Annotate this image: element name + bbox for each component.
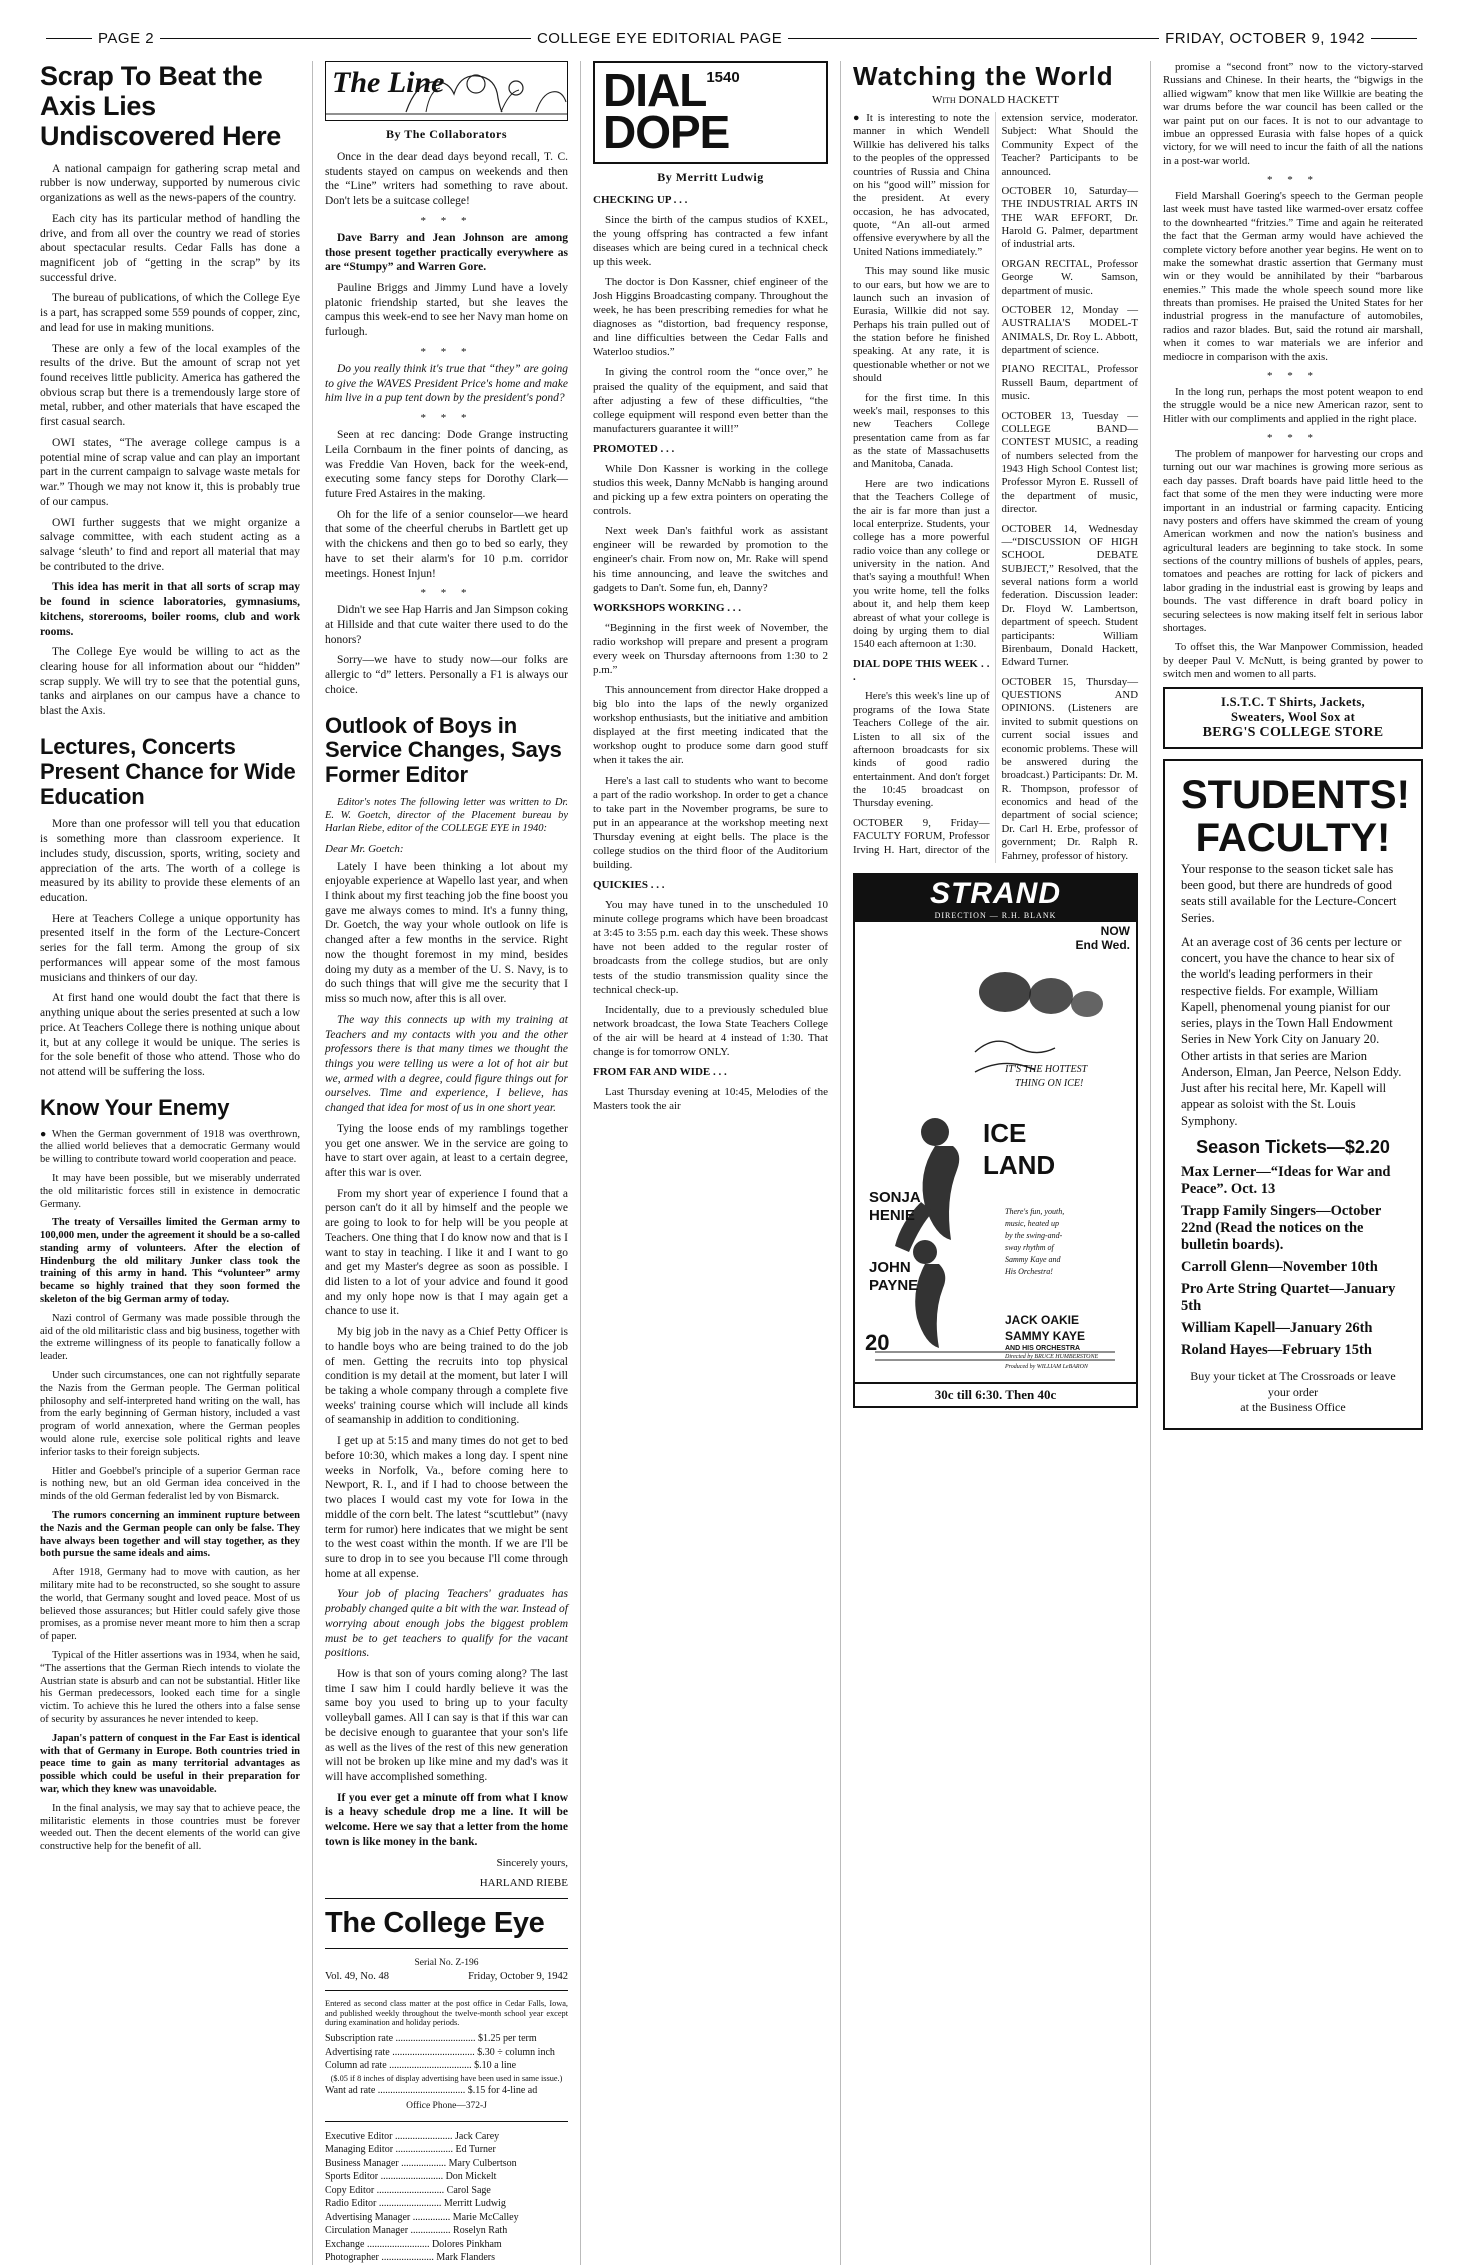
bergs-line-2: Sweaters, Wool Sox at (1230, 710, 1356, 725)
strand-prices: 30c till 6:30. Then 40c (855, 1382, 1136, 1406)
artist-entry: Trapp Family Singers—October 22nd (Read the notices on the bulletin boards). (1181, 1202, 1382, 1253)
para: The rumors concerning an imminent rupture between the Nazis and the German people can only be false. They have always been together and will stay together, as they both pursue the same ideals and aims. (40, 1510, 300, 1560)
para: The way this connects up with my training at Teachers and my contacts with you and the other professors there is that many times we thought the things you were telling us were a lot of hot air but we, armed with a degree, could figure things out for ourselves. Time and experience, I believe, has changed that idea for most of us in one short year. (325, 1013, 568, 1115)
para: In the final analysis, we may say that to achieve peace, the militaristic elements in those countries must be forever weeded out. Then the decent elements of the world can give constructive help for the benefit of all. (40, 1802, 300, 1853)
para: Each city has its particular method of handling the drive, and from all over the country we read of stories about spectacular results. Cedar Falls has done a magnificent job of “getting in the scrap” by its successful drive. (40, 212, 300, 284)
para: Sorry—we have to study now—our folks are allergic to “d” letters. Personally a F1 is always our choice. (325, 654, 568, 696)
office-phone: Office Phone—372-J (406, 2101, 487, 2112)
staff-row: Copy Editor ........................... Carol Sage (325, 2184, 491, 2196)
byline-collaborators: By The Collaborators (385, 127, 508, 141)
section-head: PROMOTED . . . (593, 442, 675, 455)
staff-name: Ed Turner (455, 2144, 496, 2156)
rate-row: Column ad rate ................................. $.10 a line (325, 2060, 517, 2072)
svg-text:20: 20 (865, 1329, 890, 1355)
staff-role: Sports Editor (325, 2171, 379, 2183)
artist-entry: Carroll Glenn—November 10th (1181, 1258, 1378, 1275)
para: The problem of manpower for harvesting our crops and turning out our war machines is growing more serious as each day passes. Draft boards have paid little heed to the fact that some of the men they were inducting were more important in an industrial or farming capacity. Enticing navy posters and offers have skimmed the cream of young American workmen and now the nation's business and agricultural leaders are beginning to take stock. In some sections of the country millions of bushels of apples, pears, tomatoes and peaches are rotting for lack of pickers and labor grading in the industrial east is growing by leaps and bounds. The vast difference in draft board policy in securing selectees is now making itself felt in serious labor shortages. (1163, 448, 1423, 634)
ad-closing-1: Buy your ticket at The Crossroads or leave your order (1190, 1368, 1396, 1399)
para: Typical of the Hitler assertions was in 1934, when he said, “The assertions that the German Riech intends to violate the Austrian state is absurb and can not be substantial. Hitler like his German predecessors, looked each time for a single victim. To achieve this he lured the others into a false sense of security by assurances he never intended to keep. (40, 1650, 300, 1725)
svg-text:IT'S THE HOTTEST: IT'S THE HOTTEST (1005, 1063, 1088, 1075)
letter-closing: Sincerely yours, (496, 1856, 568, 1869)
para: for the first time. In this week's mail, responses to this new Teachers College presentation came from as far as the state of Massachusetts and Manitoba, Canada. (853, 391, 990, 471)
staff-row: Photographer ..................... Mark Flanders (325, 2252, 495, 2264)
section-head: WORKSHOPS WORKING . . . (593, 601, 742, 614)
ad-body-1: Your response to the season ticket sale has been good, but there are hundreds of good seats still available for the Lecture-Concert Series. (1181, 861, 1397, 925)
para: Since the birth of the campus studios of KXEL, the young offspring has contracted a few infant diseases which are being cured in a technical check up this week. (593, 213, 828, 268)
divider (325, 2121, 568, 2122)
staff-row: Business Manager .................. Mary Culbertson (325, 2157, 517, 2169)
svg-text:by the swing-and-: by the swing-and- (1005, 1230, 1063, 1240)
svg-text:ICE: ICE (983, 1117, 1027, 1148)
star-divider: * * * (1267, 432, 1319, 444)
para: Here's this week's line up of programs of the Iowa State Teachers College of the air. Listen to all six of the afternoon broadcasts for six kinds of good radio entertainment. And don't forget the 10:45 broadcast on Thursday evening. (853, 690, 990, 810)
para: Next week Dan's faithful work as assistant engineer will be rewarded by promotion to the engineer's chair. From now on, Mr. Rake will spend his time announcing, and leave the switches and gadgets to Dan't. Some fun, eh, Danny? (593, 525, 828, 594)
svg-text:There's fun, youth,: There's fun, youth, (1005, 1206, 1065, 1216)
strand-theatre-name: STRAND (930, 876, 1061, 910)
letter-salutation: Dear Mr. Goetch: (325, 842, 404, 855)
svg-text:JACK OAKIE: JACK OAKIE (1005, 1312, 1080, 1327)
star-divider: * * * (420, 214, 473, 227)
schedule-item: OCTOBER 12, Monday — AUSTRALIA'S MODEL-T ANIMALS, Dr. Roy L. Abbott, department of science. (1001, 303, 1138, 356)
para: How is that son of yours coming along? The last time I saw him I could hardly believe it was the same boy you used to bring up to your faculty volleyball games. All I can say is that if this war can be decisive enough to guarantee that your son's life as well as the lives of the rest of this new generation will not be broken up like mine and my dad's was it will have accomplished something. (325, 1667, 568, 1783)
staff-row: Managing Editor ....................... Ed Turner (325, 2144, 496, 2156)
artist-entry: Roland Hayes—February 15th (1181, 1341, 1372, 1358)
para: Your job of placing Teachers' graduates has probably changed quite a bit with the war. Instead of worrying about enough jobs the biggest problem must be to get teachers to qualify for the vacant positions. (325, 1588, 568, 1660)
svg-text:LAND: LAND (983, 1149, 1056, 1180)
para: I get up at 5:15 and many times do not get to bed before 10:30, which makes a long day. I spent nine weeks in Norfolk, Va., before coming here to Newport, R. I., and if I had to choose between the two places I would cast my vote for Iowa in the middle of the corn belt. The latest “scuttlebut” (navy term for rumor) here indicates that we might be sent to the west coast within the month. If we are I'll be sure to drop in to see you because I'll come through home at all expense. (325, 1435, 568, 1580)
para: Oh for the life of a senior counselor—we heard that some of the cheerful cherubs in Bartlett get up with the chickens and then go to bed so early, they have to set their alarm's for 10 p.m. corridor meetings. Honest Injun! (325, 508, 568, 580)
watching-world-continued (1163, 61, 1423, 681)
staff-role: Executive Editor (325, 2130, 393, 2142)
svg-text:AND HIS ORCHESTRA: AND HIS ORCHESTRA (1005, 1344, 1081, 1352)
rate-value: $.15 for 4-line ad (467, 2084, 538, 2096)
strand-header (855, 875, 1136, 922)
para: Hitler and Goebbel's principle of a superior German race is nothing new, but an old German idea conceived in the minds of the old German federalist led by von Bismarck. (40, 1465, 300, 1503)
para: At first hand one would doubt the fact that there is anything unique about the series presented at such a low price. At Teachers College there is nothing unique about it, but at any college it would be unique. The series is for the sole benefit of those who attend. Those who do not attend will be suffering the loss. (40, 992, 300, 1078)
svg-text:THING ON ICE!: THING ON ICE! (1015, 1077, 1084, 1089)
para: Lately I have been thinking a lot about my enjoyable experience at Wapello last year, and when I think about my first teaching job the fine boost you gave me always comes to mind. It's a funny thing, Dr. Goetch, the way your whole outlook on life is changed after a few months in the service. Right now the thought foremost in my mind, besides doing my duty as a member of the U. S. Navy, is to do such things that will give me the security that I miss so much now, after this is all over. (325, 860, 568, 1006)
schedule-item: OCTOBER 9, Friday—FACULTY FORUM, Professor Irving H. Hart, director of the extension service, moderator. Subject: What Should the Community Expect of the Teacher? Participants to be announced. (853, 112, 1138, 856)
column-5 (1150, 61, 1423, 2265)
para: Tying the loose ends of my ramblings together you get one answer. We in the service are going to have to start over again, at least to a certain degree, after this war is over. (325, 1122, 568, 1179)
artist-entry: Max Lerner—“Ideas for War and Peace”. Oct. 13 (1181, 1163, 1391, 1197)
para: While Don Kassner is working in the college studios this week, Danny McNabb is hanging around and picking up a few extra pointers on operating the controls. (593, 462, 828, 518)
schedule-item: OCTOBER 13, Tuesday — COLLEGE BAND—CONTEST MUSIC, a reading of numbers selected from the 1943 High School Contest list; Professor Myron E. Russell of the department of music, director. (1001, 409, 1138, 516)
para: It may have been possible, but we miserably underrated the old militaristic forces still in existence in democratic Germany. (40, 1172, 300, 1210)
letter-signature: HARLAND RIEBE (479, 1876, 568, 1889)
para: Japan's pattern of conquest in the Far East is identical with that of Germany in Europe. Both countries tried in peace time to gain as many territorial advantages as possible which could be useful in their preparation for war, which they knew was unavoidable. (40, 1732, 300, 1795)
para: Here are two indications that the Teachers College of the air is far more than just a local enterprize. Students, your college has a more powerful radio voice than any college or university in the nation. And that's saying a mouthful! When you write home, tell the folks about it, and help them keep abreast of what your college is doing by urging them to dial 1540 each afternoon at 1:30. (853, 477, 990, 651)
bergs-store-ad[interactable] (1163, 687, 1423, 749)
svg-text:SAMMY KAYE: SAMMY KAYE (1005, 1328, 1086, 1343)
rate-row: Subscription rate ................................ $1.25 per term (325, 2033, 537, 2045)
para: The treaty of Versailles limited the German army to 100,000 men, under the agreement it should be a so-called standing army of volunteers. After the election of Hindenburg the old military Junker class took the training of this army in hand. This “volunteer” army became so highly trained that they soon formed the skeleton of the big German army of today. (40, 1217, 300, 1306)
star-divider: * * * (420, 412, 473, 425)
rate-label: Subscription rate (325, 2033, 394, 2045)
para: These are only a few of the local examples of the results of the drive. But the amount of scrap not yet found receives little publicity. America has gathered the obvious scrap but there is a tremendously large store of metal, rubber, and other materials that have escaped the first casual search. (40, 342, 300, 429)
staff-name: Dolores Pinkham (431, 2238, 502, 2250)
para: ● It is interesting to note the manner in which Wendell Willkie has delivered his talks to the peoples of the oppressed countries of Russia and China on his “good will” mission for the president. At every occasion, he has advocated, quote, “An all-out armed offensive everywhere by all the United Nations immediately.” (853, 112, 990, 258)
bergs-line-1: I.S.T.C. T Shirts, Jackets, (1221, 695, 1365, 710)
svg-text:Sammy Kaye and: Sammy Kaye and (1005, 1254, 1061, 1264)
staff-role: Managing Editor (325, 2144, 394, 2156)
para: Here's a last call to students who want to become a part of the radio workshop. In order to get a chance to take part in the November programs, be sure to put in an appearance at the workshop meeting next Thursday evening at eight bells. The place is the college studios on the third floor of the Auditorium building. (593, 774, 828, 871)
rate-row: Want ad rate ................................... $.15 for 4-line ad (325, 2084, 538, 2096)
staff-list (325, 2130, 568, 2265)
staff-row: Sports Editor ......................... Don Mickelt (325, 2171, 497, 2183)
staff-name: Jack Carey (454, 2130, 500, 2142)
the-line-logo: The Line (332, 66, 445, 99)
para: promise a “second front” now to the victory-starved Russians and Chinese. In their hearts, the “bigwigs in the allied wigwam” know that men like Willkie are beating the war drums before the war council has been called or the war paint put on our faces. It is not to our advantage to imbue an oppressed Eurasia with false hopes of a quick victory, for we will need to incur the faith of all the nations in a post-war world. (1163, 61, 1423, 167)
rate-note: ($.05 if 8 inches of display advertising have been used in same issue.) (330, 2073, 563, 2083)
artist-entry: Pro Arte String Quartet—January 5th (1181, 1280, 1396, 1314)
para: Here at Teachers College a unique opportunity has presented itself in the form of the Lecture-Concert series for the fall term. Among the group of six performances will appear some of the most famous musicians and thinkers of our day. (40, 912, 300, 984)
rate-value: $.10 a line (474, 2060, 517, 2072)
para: Seen at rec dancing: Dode Grange instructing Leila Cornbaum in the finer points of dancing, as was Freddie Van Hoven, back for the week-end, executing some fancy steps for Dorothy Clark—future Fred Astaires in the making. (325, 429, 568, 500)
headline-lectures: Lectures, Concerts Present Chance for Wide Education (40, 733, 296, 809)
para: After 1918, Germany had to move with caution, as her military mite had to be reconstructed, so she sought to assure the world, that Germany sought and loved peace. Most of us believed those assurances; but Hitler could safely give those promises, as a promise never meant more to him then a scrap of paper. (40, 1567, 300, 1643)
column-1 (40, 61, 312, 2265)
para: This announcement from director Hake dropped a big blo into the laps of the newly organized workshop enthusiasts, but the initiative and ambition displayed at the first meeting indicated that the workshop ought to produce some darn good stuff when it takes the air. (593, 684, 828, 767)
section-head: CHECKING UP . . . (593, 193, 688, 206)
staff-name: Roselyn Rath (453, 2225, 508, 2237)
svg-text:SONJA: SONJA (869, 1188, 921, 1206)
staff-row: Radio Editor ......................... Merritt Ludwig (325, 2198, 506, 2210)
para: OWI further suggests that we might organize a salvage committee, with each student acting as a salvage ‘sleuth’ to find and report all material that may be contributed to the drive. (40, 516, 300, 573)
strand-theatre-ad[interactable] (853, 873, 1138, 1408)
know-your-enemy-body (40, 1129, 300, 1854)
strand-artwork (855, 952, 1136, 1382)
staff-role: Copy Editor (325, 2184, 375, 2196)
column-3 (580, 61, 840, 2265)
section-head: FROM FAR AND WIDE . . . (593, 1066, 727, 1078)
staff-name: Marie McCalley (452, 2211, 519, 2223)
watching-world-byline: With DONALD HACKETT (932, 94, 1059, 106)
staff-role: Business Manager (325, 2157, 399, 2169)
watching-world-columns (853, 112, 1138, 863)
schedule-item: OCTOBER 10, Saturday—THE INDUSTRIAL ARTS IN THE WAR EFFORT, Dr. Harold G. Palmer, department of industrial arts. (1001, 184, 1138, 251)
svg-text:PAYNE: PAYNE (869, 1276, 919, 1294)
page-number: PAGE 2 (98, 30, 155, 47)
rate-label: Advertising rate (325, 2046, 390, 2058)
lecture-concert-ad[interactable] (1163, 759, 1423, 1429)
para: To offset this, the War Manpower Commission, headed by deeper Paul V. McNutt, is being granted by power to switch men and women to all parts. (1163, 641, 1423, 680)
paper-nameplate: The College Eye (325, 1906, 545, 1939)
headline-scrap: Scrap To Beat the Axis Lies Undiscovered Here (40, 61, 281, 152)
staff-role: Advertising Manager (325, 2211, 411, 2223)
column-4 (840, 61, 1150, 2265)
star-divider: * * * (1267, 369, 1319, 382)
rate-label: Want ad rate (325, 2084, 376, 2096)
ad-title-faculty: FACULTY! (1195, 816, 1391, 861)
para: Dave Barry and Jean Johnson are among those present together practically everywhere as are “Stumpy” and Warren Gore. (325, 231, 568, 274)
rate-label: Column ad rate (325, 2060, 387, 2072)
strand-end-wed: End Wed. (1075, 937, 1130, 952)
star-divider: * * * (420, 345, 473, 358)
para: This idea has merit in that all sorts of scrap may be found in science laboratories, gymnasiums, kitchens, storerooms, boiler rooms, club and work rooms. (40, 581, 300, 638)
svg-text:HENIE: HENIE (869, 1206, 915, 1224)
serial-number: Serial No. Z-196 (414, 1957, 479, 1968)
staff-name: Mark Flanders (436, 2252, 495, 2264)
para: From my short year of experience I found that a person can't do it all by himself and the people we are going to look to for help will be you people at Teachers. One thing that I do know now and that is I want to stay in teaching. I like it and I want to go and get my Master's degree as soon as possible. I did listen to a lot of your advice and found it good and my only hope now is that I may again get a chance to use it. (325, 1187, 568, 1318)
rate-value: $1.25 per term (478, 2033, 537, 2045)
staff-name: Merritt Ludwig (443, 2198, 506, 2210)
svg-text:sway rhythm of: sway rhythm of (1005, 1242, 1054, 1252)
para: My big job in the navy as a Chief Petty Officer is to handle boys who are being trained to do the job of men. Getting the recruits into top physical condition is my detail at the moment, but later I will be taking a whole company through a complete five weeks' training course which will include all kinds of seamanship in addition to conditioning. (325, 1326, 568, 1427)
column-2 (312, 61, 580, 2265)
para: In giving the control room the “once over,” he praised the quality of the equipment, and said that after adjusting a few of these difficulties, “the college equipment will respond even better than the manufacturers guarantee it will!” (593, 366, 828, 435)
staff-row: Circulation Manager ................ Roselyn Rath (325, 2225, 508, 2237)
para: Once in the dear dead days beyond recall, T. C. students stayed on campus on weekends and then the “Line” writers had something to rave about. Don't lets be a suitcase college! (325, 151, 568, 208)
svg-text:Directed by BRUCE HUMBERSTONE: Directed by BRUCE HUMBERSTONE (1005, 1353, 1099, 1360)
para: Nazi control of Germany was made possible through the aid of the old militaristic class and big business, together with the extreme willingness of its people to fanatically follow a leader. (40, 1312, 300, 1363)
rate-row: Advertising rate ................................. $.30 ÷ column inch (325, 2046, 555, 2058)
para: “Beginning in the first week of November, the radio workshop will prepare and present a program every week on Thursday afternoons from 1:30 to 2 p.m.” (593, 621, 828, 676)
star-divider: * * * (1267, 174, 1319, 186)
strand-ad-illustration (855, 952, 1135, 1382)
staff-role: Radio Editor (325, 2198, 377, 2210)
watching-world-title: Watching the World (853, 61, 1114, 91)
strand-run-dates (855, 922, 1136, 952)
staff-role: Circulation Manager (325, 2225, 409, 2237)
divider (325, 1990, 568, 1991)
issue-date: Friday, October 9, 1942 (468, 1970, 568, 1982)
svg-text:His Orchestra!: His Orchestra! (1005, 1266, 1053, 1276)
watching-world-body (853, 112, 1138, 863)
svg-text:music, heated up: music, heated up (1005, 1218, 1059, 1228)
volume-number: Vol. 49, No. 48 (325, 1970, 389, 1982)
para: OWI states, “The average college campus is a potential mine of scrap value and can play an important part in the current campaign to salvage waste metals for war.” Though we may not know it, this is probably true of our campus. (40, 436, 300, 508)
masthead-date: FRIDAY, OCTOBER 9, 1942 (1165, 30, 1366, 47)
ad-body-2: At an average cost of 36 cents per lecture or concert, you have the chance to hear six of the world's leading performers in their respective fields. For example, William Kapell, phenomenal young pianist for our series, plays in the Town Hall Endowment Series in New York City on January 20. Other artists in that series are Marion Anderson, Elman, Jan Peerce, Nelson Eddy. Just after his recital here, Mr. Kapell will appear as soloist with the St. Louis Symphony. (1181, 934, 1402, 1128)
dial-word: DIAL (603, 64, 707, 116)
frequency-1540: 1540 (706, 69, 740, 86)
staff-row: Executive Editor ....................... Jack Carey (325, 2130, 500, 2142)
section-head: DIAL DOPE THIS WEEK . . . (853, 657, 990, 683)
ad-title-students: STUDENTS! (1181, 773, 1410, 818)
staff-name: Mary Culbertson (448, 2157, 517, 2169)
staff-name: Carol Sage (446, 2184, 491, 2196)
staff-row: Advertising Manager ............... Marie McCalley (325, 2211, 519, 2223)
para: ● When the German government of 1918 was overthrown, the allied world believes that a democratic Germany would be willing to contribute toward world cooperation and peace. (40, 1128, 300, 1166)
para: Didn't we see Hap Harris and Jan Simpson coking at Hillside and that cute waiter there used to do the honors? (325, 604, 568, 646)
schedule-item: PIANO RECITAL, Professor Russell Baum, department of music. (1001, 363, 1138, 403)
dial-dope-logo-box (593, 61, 828, 164)
para: Last Thursday evening at 10:45, Melodies of the Masters took the air (593, 1086, 828, 1113)
ad-closing-2: at the Business Office (1240, 1400, 1346, 1415)
para: You may have tuned in to the unscheduled 10 minute college programs which have been broadcast at 3:45 to 3:55 p.m. each day this week. These shows have not been added to the regular roster of broadcasts from the college studios, but are only tests of the studio transmission quality since the technical check-up. (593, 899, 828, 996)
schedule-item: OCTOBER 14, Wednesday—“DISCUSSION OF HIGH SCHOOL DEBATE SUBJECT,” Resolved, that the several nations form a world federation. Discussion leader: Dr. Floyd W. Lambertson, department of speech. Student participants: William Birenbaum, Donald Hackett, Edward Turner. (1001, 522, 1138, 669)
para: If you ever get a minute off from what I know is a heavy schedule drop me a line. It will be welcome. Here we say that a letter from the home town is like money in the bank. (325, 1791, 568, 1848)
masthead-title: COLLEGE EYE EDITORIAL PAGE (536, 30, 783, 47)
page-columns (0, 47, 1463, 2265)
newspaper-page (0, 30, 1463, 2264)
section-head: QUICKIES . . . (593, 879, 665, 892)
staff-row: Exchange ......................... Dolores Pinkham (325, 2238, 502, 2250)
para: Pauline Briggs and Jimmy Lund have a lovely platonic friendship started, but she leaves the campus this week-end to see her Navy man home on furlough. (325, 282, 568, 339)
staff-name: Don Mickelt (445, 2171, 497, 2183)
para: In the long run, perhaps the most potent weapon to end the struggle would be a nice new American razor, sent to Hitler with our compliments and applied in the right place. (1163, 385, 1423, 425)
para: This may sound like music to our ears, but how we are to launch such an invasion of Eurasia, Willkie did not say. Perhaps his train pulled out of the station before he finished speaking. At any rate, it is questionable whether or not we should (853, 265, 990, 385)
divider (325, 1948, 568, 1949)
para: The College Eye would be willing to act as the clearing house for all information about our “hidden” scrap supply. We will try to see that the potential guns, tanks and airplanes on our campus have a chance to blast the Axis. (40, 646, 300, 718)
byline-dial-dope: By Merritt Ludwig (657, 169, 764, 184)
bergs-store-name: BERG'S COLLEGE STORE (1202, 725, 1384, 741)
masthead (0, 30, 1463, 47)
dope-word: DOPE (603, 106, 730, 159)
dial-dope-body (593, 193, 828, 1114)
strand-direction: DIRECTION — R.H. BLANK (934, 910, 1057, 920)
editors-note: Editor's notes The following letter was written to Dr. E. W. Goetch, director of the Placement bureau by Harlan Riebe, editor of the COLLEGE EYE in 1940: (325, 797, 568, 835)
para: The doctor is Don Kassner, chief engineer of the Josh Higgins Broadcasting company. Throughout the week, he has been prescribing remedies for what he diagnoses as “distortion, bad frequency response, and line difficulties between the Cedar Falls and Waterloo studios.” (593, 276, 828, 359)
para: The bureau of publications, of which the College Eye is a part, has scrapped some 559 pounds of copper, zinc, and lead for use in making munitions. (40, 292, 300, 334)
para: Incidentally, due to a previously scheduled blue network broadcast, the Iowa State Teachers College of the air will be heard at 4 instead of 1:30. That change is for tomorrow ONLY. (593, 1003, 828, 1058)
para: Under such circumstances, one can not rightfully separate the Nazis from the German people. The German political philosophy and self-interpreted hand writing on the wall, has from the early beginning of German history, included a vast program of world annexation, where the German peoples would alone rule, exercise sole political rights and leave inferior tasks to their foreign subjects. (40, 1370, 300, 1458)
para: A national campaign for gathering scrap metal and rubber is now underway, supported by numerous civic organizations as well as the news-papers of the country. (40, 162, 300, 205)
staff-role: Photographer (325, 2252, 379, 2264)
entry-statement: Entered as second class matter at the post office in Cedar Falls, Iowa, and published weekly throughout the twelve-month school year except during examination and holiday periods. (325, 1998, 568, 2028)
para: More than one professor will tell you that education is something more than classroom experience. It includes study, discussion, sports, writing, society and appreciation of the arts. The worth of a college is measured by its ability to provide these elements of an education. (40, 818, 300, 905)
star-divider: * * * (420, 587, 473, 600)
volume-line (325, 1971, 568, 1982)
headline-outlook: Outlook of Boys in Service Changes, Says Former Editor (325, 712, 562, 788)
staff-role: Exchange (325, 2238, 365, 2250)
artist-entry: William Kapell—January 26th (1181, 1319, 1373, 1336)
the-line-cartoon (325, 61, 568, 121)
strand-now: NOW (1100, 923, 1130, 938)
season-ticket-price: Season Tickets—$2.20 (1196, 1136, 1390, 1157)
schedule-item: ORGAN RECITAL, Professor George W. Samson, department of music. (1001, 257, 1138, 297)
divider (325, 1898, 568, 1899)
para: Do you really think it's true that “they” are going to give the WAVES President Price's home and make him live in a pup tent down by the president's pond? (325, 362, 568, 405)
para: Field Marshall Goering's speech to the German people last week must have tasted like warmed-over ersatz coffee to the downhearted “fritzies.” Time and again he reiterated the fact that the German army would have achieved the complete victory before another year begins. He went on to make the somewhat drastic assertion that Germany must win or they would be annihilated by their “barbarous enemies.” This made the whole speech sound more like threats than promises. He praised the United States for her industrial progress in the manufacture of automobiles, radios and razor blades. But, said the rotund air marshall, when it comes to war materials we are inferior and mediocre in comparison with the axis. (1163, 190, 1423, 363)
svg-text:Produced by WILLIAM LeBARON: Produced by WILLIAM LeBARON (1005, 1363, 1088, 1370)
schedule-item: OCTOBER 15, Thursday—QUESTIONS AND OPINIONS. (Listeners are invited to submit questions on current social issues and economic problems. These will be answered during the broadcast.) Participants: Dr. M. R. Thompson, professor of economics and head of the department of social science; Dr. Carl H. Erbe, professor of government; Dr. Ralph R. Fahrney, professor of history. (1001, 675, 1138, 862)
rates-list (325, 2032, 568, 2097)
headline-enemy: Know Your Enemy (40, 1094, 230, 1120)
rate-value: $.30 ÷ column inch (477, 2046, 555, 2058)
svg-text:JOHN: JOHN (869, 1258, 911, 1276)
